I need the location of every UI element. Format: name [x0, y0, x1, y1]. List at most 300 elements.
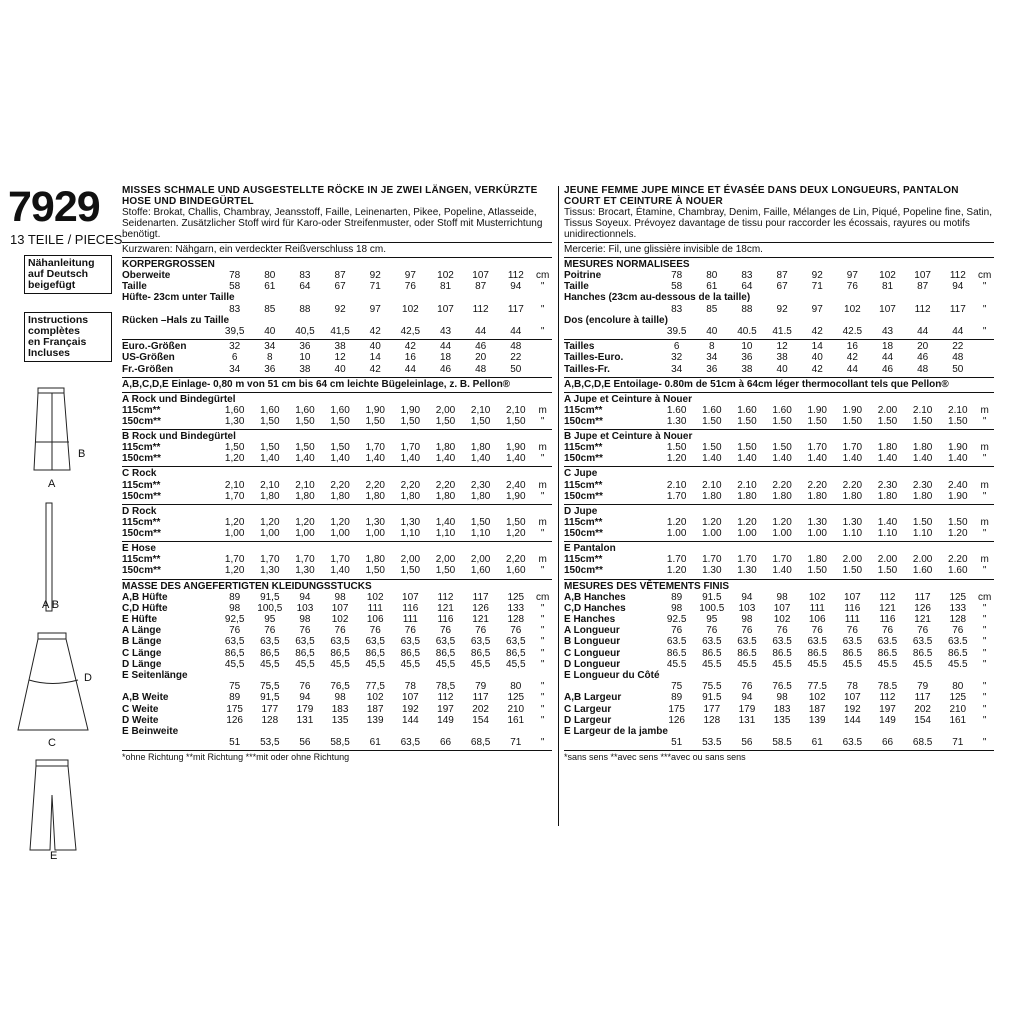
unit-cell: ": [982, 681, 987, 693]
table-cell: 63.5: [702, 636, 722, 648]
table-cell: 116: [844, 602, 861, 614]
table-cell: 63,5: [506, 636, 526, 648]
unit-cell: cm: [978, 591, 992, 603]
interfacing-text: A,B,C,D,E Entoilage- 0.80m de 51cm à 64cm léger thermocollant tels que Pellon®: [564, 378, 949, 390]
table-cell: 112: [914, 303, 931, 315]
table-cell: 40.5: [737, 326, 757, 338]
table-cell: 16: [846, 341, 858, 353]
table-cell: 76: [264, 625, 276, 637]
table-cell: 95: [264, 614, 276, 626]
table-cell: 1,50: [365, 415, 385, 427]
table-cell: 1,80: [365, 490, 385, 502]
table-cell: 102: [879, 270, 896, 282]
table-cell: 98: [741, 614, 753, 626]
table-cell: 76: [671, 625, 683, 637]
table-cell: 40,5: [295, 326, 315, 338]
table-cell: 58: [229, 281, 241, 293]
unit-cell: ": [540, 681, 545, 693]
table-cell: 1.70: [666, 554, 687, 566]
table-cell: 187: [808, 703, 826, 715]
table-cell: 135: [331, 714, 349, 726]
table-cell: 34: [229, 363, 241, 375]
table-cell: 112: [507, 270, 524, 282]
unit-cell: m: [538, 554, 547, 566]
table-cell: 76: [846, 281, 858, 293]
table-cell: 45.5: [737, 658, 757, 670]
table-cell: 1,70: [224, 554, 245, 566]
table-cell: 2.00: [842, 554, 863, 566]
table-cell: 1.40: [912, 453, 933, 465]
unit-cell: ": [982, 326, 987, 338]
row-label: Rücken –Hals zu Taille: [122, 314, 230, 326]
unit-cell: ": [540, 303, 545, 315]
table-row: [564, 326, 994, 337]
table-cell: 116: [437, 614, 454, 626]
table-cell: 44: [917, 326, 929, 338]
table-cell: 76: [475, 625, 487, 637]
table-cell: 1.80: [912, 490, 933, 502]
table-cell: 66: [439, 737, 452, 749]
row-label: D Largeur: [564, 714, 612, 726]
table-row: [122, 715, 552, 726]
table-cell: 1.60: [772, 404, 792, 416]
table-cell: 80: [264, 270, 276, 282]
table-cell: 1,40: [365, 453, 385, 465]
table-cell: 1.90: [842, 404, 863, 416]
french-instructions-box: [24, 312, 112, 362]
table-cell: 45.5: [912, 658, 933, 670]
table-cell: 117: [914, 591, 931, 603]
table-cell: 89: [671, 591, 683, 603]
table-cell: 1.40: [877, 516, 898, 528]
table-cell: 1,80: [365, 554, 385, 566]
table-cell: 1,70: [260, 554, 280, 566]
table-cell: 46: [439, 363, 452, 375]
finished-measurements-title: MESURES DES VÊTEMENTS FINIS: [564, 580, 730, 592]
table-cell: 1.50: [948, 516, 968, 528]
table-cell: 1.30: [702, 565, 722, 577]
table-cell: 2.10: [737, 479, 757, 491]
table-cell: 2,10: [506, 404, 526, 416]
measure-table: [564, 554, 994, 576]
table-cell: 1,60: [224, 404, 245, 416]
table-cell: 76: [439, 625, 452, 637]
table-cell: 40: [776, 363, 788, 375]
table-cell: 102: [402, 303, 419, 315]
table-cell: 79: [917, 681, 929, 693]
table-cell: 111: [809, 602, 825, 614]
table-cell: 2,00: [400, 554, 421, 566]
table-cell: 1.00: [737, 528, 757, 540]
table-cell: 39.5: [666, 326, 687, 338]
body-measurements-title: MESURES NORMALISEES: [564, 259, 690, 270]
table-cell: 1,80: [260, 490, 280, 502]
de-box-line: beigefügt: [28, 279, 76, 291]
table-cell: 48: [510, 341, 522, 353]
table-cell: 10: [741, 341, 753, 353]
table-row: [564, 565, 994, 576]
unit-cell: ": [540, 636, 545, 648]
table-cell: 86.5: [772, 647, 792, 659]
table-row: [122, 341, 552, 352]
table-cell: 51: [229, 737, 241, 749]
table-row: [564, 692, 994, 703]
table-cell: 1,80: [435, 490, 456, 502]
table-cell: 1.50: [702, 442, 722, 454]
table-row: [564, 304, 994, 315]
row-label: 150cm**: [564, 490, 603, 502]
table-cell: 85: [706, 303, 718, 315]
unit-cell: ": [540, 415, 545, 427]
table-row: [564, 479, 994, 490]
table-cell: 187: [366, 703, 384, 715]
table-cell: 2.20: [842, 479, 863, 491]
table-cell: 112: [472, 303, 489, 315]
table-cell: 2,10: [295, 479, 315, 491]
table-cell: 44: [475, 326, 487, 338]
table-cell: 76: [369, 625, 381, 637]
table-cell: 126: [472, 602, 489, 614]
table-cell: 1,50: [470, 415, 491, 427]
table-cell: 107: [844, 591, 861, 603]
table-cell: 1,70: [365, 442, 385, 454]
yardage-view-title: A Rock und Bindegürtel: [122, 393, 236, 405]
table-cell: 45,5: [295, 658, 315, 670]
unit-cell: ": [982, 714, 987, 726]
table-cell: 44: [846, 363, 858, 375]
table-row: [564, 292, 994, 303]
table-row: [564, 648, 994, 659]
table-cell: 91,5: [260, 591, 280, 603]
table-row: [122, 281, 552, 292]
measure-table: [122, 341, 552, 375]
table-cell: 1,10: [400, 528, 421, 540]
row-label: C Largeur: [564, 703, 612, 715]
table-cell: 42.5: [842, 326, 863, 338]
yardage-view-title: B Jupe et Ceinture à Nouer: [564, 431, 693, 443]
table-cell: 1,50: [470, 516, 491, 528]
row-label: 115cm**: [564, 442, 603, 454]
table-row: [564, 281, 994, 292]
table-cell: 197: [879, 703, 896, 715]
table-cell: 1,00: [330, 528, 350, 540]
table-cell: 91.5: [702, 692, 722, 704]
table-cell: 1.60: [666, 404, 687, 416]
table-cell: 107: [914, 270, 931, 282]
table-cell: 1,40: [470, 453, 491, 465]
unit-cell: m: [538, 442, 547, 454]
table-cell: 1,00: [295, 528, 315, 540]
table-cell: 1.50: [666, 442, 687, 454]
table-cell: 75,5: [260, 681, 280, 693]
row-label: C Weite: [122, 703, 159, 715]
table-cell: 1.20: [737, 516, 757, 528]
divider: [564, 466, 994, 467]
table-cell: 125: [949, 591, 967, 603]
table-row: [564, 528, 994, 539]
table-cell: 89: [229, 591, 241, 603]
row-label: Taille: [122, 281, 147, 293]
table-cell: 1,20: [224, 453, 245, 465]
pants-e-outline: [30, 766, 76, 850]
table-cell: 45,5: [330, 658, 350, 670]
row-label: A Länge: [122, 625, 162, 637]
table-cell: 1.70: [737, 554, 757, 566]
unit-cell: cm: [536, 270, 550, 282]
table-cell: 94: [510, 281, 522, 293]
table-row: [122, 479, 552, 490]
table-cell: 149: [437, 714, 454, 726]
table-cell: 102: [366, 591, 384, 603]
table-cell: 125: [949, 692, 967, 704]
row-label: Tailles: [564, 341, 595, 353]
table-cell: 2,10: [470, 404, 491, 416]
unit-cell: [975, 352, 994, 363]
table-cell: 1.30: [842, 516, 863, 528]
table-row: [564, 491, 994, 502]
table-cell: 98: [229, 602, 241, 614]
row-label: Poitrine: [564, 270, 602, 282]
column-divider: [558, 186, 559, 826]
table-cell: 63.5: [877, 636, 898, 648]
table-cell: 117: [507, 303, 524, 315]
table-cell: 2.30: [912, 479, 933, 491]
table-cell: 197: [437, 703, 454, 715]
divider: [564, 750, 994, 751]
table-cell: 102: [808, 591, 826, 603]
table-cell: 86,5: [365, 647, 385, 659]
table-cell: 97: [811, 303, 823, 315]
table-cell: 1.40: [702, 453, 722, 465]
table-cell: 42: [811, 363, 823, 375]
table-cell: 87: [776, 270, 788, 282]
table-cell: 1,70: [400, 442, 421, 454]
table-cell: 1.10: [912, 528, 933, 540]
table-row: [122, 603, 552, 614]
table-cell: 42: [811, 326, 823, 338]
table-cell: 1.20: [772, 516, 792, 528]
table-cell: 144: [402, 714, 419, 726]
table-cell: 1,40: [260, 453, 280, 465]
table-cell: 86,5: [435, 647, 456, 659]
divider: [122, 466, 552, 467]
table-cell: 1,50: [330, 415, 350, 427]
row-label: 150cm**: [122, 415, 161, 427]
table-cell: 1.50: [877, 565, 898, 577]
table-cell: 45.5: [948, 658, 968, 670]
unit-cell: m: [538, 479, 547, 491]
table-row: [122, 703, 552, 714]
row-label: 115cm**: [122, 479, 161, 491]
table-cell: 63,5: [260, 636, 280, 648]
table-cell: 22: [510, 352, 522, 364]
table-cell: 20: [917, 341, 929, 353]
table-cell: 76: [846, 625, 858, 637]
table-cell: 67: [334, 281, 346, 293]
table-cell: 97: [404, 270, 416, 282]
table-cell: 102: [366, 692, 384, 704]
table-cell: 20: [475, 352, 487, 364]
table-cell: 71: [811, 281, 823, 293]
row-label: 150cm**: [564, 415, 603, 427]
table-cell: 76: [299, 625, 311, 637]
table-cell: 42,5: [400, 326, 421, 338]
table-cell: 2.40: [948, 479, 968, 491]
table-cell: 8: [709, 341, 715, 353]
unit-cell: [975, 364, 994, 375]
measure-table: [122, 405, 552, 427]
table-cell: 98: [334, 591, 346, 603]
skirt-cd-waistband: [38, 633, 66, 639]
table-cell: 2,10: [224, 479, 245, 491]
table-cell: 1.40: [772, 453, 792, 465]
table-cell: 10: [299, 352, 311, 364]
table-cell: 92: [776, 303, 788, 315]
row-label: C,D Hanches: [564, 602, 626, 614]
divider: [564, 257, 994, 258]
table-cell: 107: [472, 270, 489, 282]
table-cell: 117: [914, 692, 931, 704]
row-label: [122, 681, 217, 692]
table-cell: 1,20: [260, 516, 280, 528]
table-cell: 1,40: [330, 565, 350, 577]
table-cell: 76: [510, 625, 522, 637]
table-cell: 1.80: [737, 490, 757, 502]
unit-cell: ": [982, 303, 987, 315]
table-cell: 1.20: [666, 453, 687, 465]
unit-cell: ": [540, 647, 545, 659]
measure-table: [122, 554, 552, 576]
fr-box-line: Incluses: [28, 347, 71, 359]
table-cell: 1.70: [666, 490, 687, 502]
fabrics-text: Tissus: Brocart, Étamine, Chambray, Denim, Faille, Mélanges de Lin, Piqué, Popeline fine, Satin, Tissus Soyeux. Prévoyez davantage de tissu pour raccorder les écossais, rayures ou motifs unidirectionnels.: [564, 207, 992, 240]
table-cell: 94: [952, 281, 964, 293]
row-label: Tailles-Euro.: [564, 352, 624, 364]
unit-cell: m: [980, 404, 989, 416]
table-cell: 40: [706, 326, 718, 338]
table-cell: 149: [879, 714, 896, 726]
table-cell: 1.80: [807, 554, 827, 566]
table-cell: 61: [264, 281, 276, 293]
table-row: [122, 636, 552, 647]
table-cell: 86.5: [912, 647, 933, 659]
table-cell: 1,40: [330, 453, 350, 465]
unit-cell: ": [540, 658, 545, 670]
table-cell: 45,5: [506, 658, 526, 670]
table-cell: 48: [475, 363, 487, 375]
table-cell: 98: [671, 602, 683, 614]
table-cell: 2.10: [666, 479, 687, 491]
table-row: [122, 726, 552, 737]
measure-table: [564, 479, 994, 501]
table-cell: 107: [773, 602, 791, 614]
divider: [564, 339, 994, 340]
table-cell: 1,80: [400, 490, 421, 502]
table-cell: 192: [402, 703, 419, 715]
row-label: 115cm**: [122, 442, 161, 454]
unit-cell: ": [982, 415, 987, 427]
table-cell: 139: [366, 714, 384, 726]
sketch-label-c: C: [48, 737, 56, 749]
table-cell: 6: [231, 352, 238, 364]
row-label: [122, 737, 217, 748]
table-cell: 2.20: [948, 554, 968, 566]
unit-cell: m: [980, 554, 989, 566]
table-cell: 76: [881, 625, 894, 637]
table-cell: 100.5: [699, 602, 725, 614]
measure-table: [122, 270, 552, 337]
table-cell: 1,20: [330, 516, 350, 528]
table-cell: 1.60: [912, 565, 933, 577]
section-title: JEUNE FEMME JUPE MINCE ET ÉVASÉE DANS DEUX LONGUEURS, PANTALON COURT ET CEINTURE À NOUER: [564, 185, 959, 207]
sketch-label-b: B: [78, 448, 86, 460]
table-cell: 117: [472, 692, 489, 704]
table-row: [122, 670, 552, 681]
table-cell: 86,5: [506, 647, 526, 659]
table-cell: 83: [299, 270, 311, 282]
table-cell: 1,40: [435, 516, 456, 528]
unit-cell: ": [540, 692, 545, 704]
table-cell: 92: [369, 270, 381, 282]
row-label: B Länge: [122, 636, 162, 648]
table-row: [122, 625, 552, 636]
yardage-view-title: E Pantalon: [564, 543, 616, 555]
row-label: [564, 304, 659, 315]
table-cell: 76: [811, 625, 823, 637]
table-cell: 45.5: [772, 658, 792, 670]
row-label: [564, 681, 659, 692]
table-cell: 76,5: [330, 681, 350, 693]
unit-cell: ": [540, 326, 545, 338]
table-cell: 63,5: [295, 636, 315, 648]
table-cell: 107: [331, 602, 349, 614]
table-cell: 80: [952, 681, 964, 693]
table-row: [122, 292, 552, 303]
table-row: [564, 442, 994, 453]
table-cell: 14: [811, 341, 823, 353]
table-cell: 2.10: [702, 479, 722, 491]
table-cell: 2.10: [912, 404, 933, 416]
table-cell: 40: [369, 341, 381, 353]
table-row: [564, 726, 994, 737]
table-cell: 86,5: [260, 647, 280, 659]
table-cell: 1,80: [330, 490, 350, 502]
table-cell: 1,80: [435, 442, 456, 454]
table-cell: 76: [741, 625, 753, 637]
table-cell: 2,00: [435, 554, 456, 566]
table-cell: 86.5: [842, 647, 863, 659]
table-cell: 161: [507, 714, 525, 726]
table-cell: 107: [844, 692, 861, 704]
unit-cell: ": [982, 703, 987, 715]
unit-cell: m: [980, 516, 989, 528]
table-cell: 1,40: [435, 453, 456, 465]
table-cell: 76: [299, 681, 311, 693]
table-cell: 1,60: [470, 565, 491, 577]
divider: [564, 504, 994, 505]
table-cell: 1.50: [772, 442, 792, 454]
row-label: 115cm**: [122, 404, 161, 416]
table-row: [564, 659, 994, 670]
table-cell: 98: [334, 692, 346, 704]
table-cell: 106: [808, 614, 826, 626]
table-cell: 63,5: [365, 636, 385, 648]
row-label: Tailles-Fr.: [564, 363, 610, 375]
table-cell: 126: [914, 602, 931, 614]
row-label: E Seitenlänge: [122, 669, 188, 681]
table-cell: 61: [369, 737, 381, 749]
table-cell: 50: [952, 363, 964, 375]
